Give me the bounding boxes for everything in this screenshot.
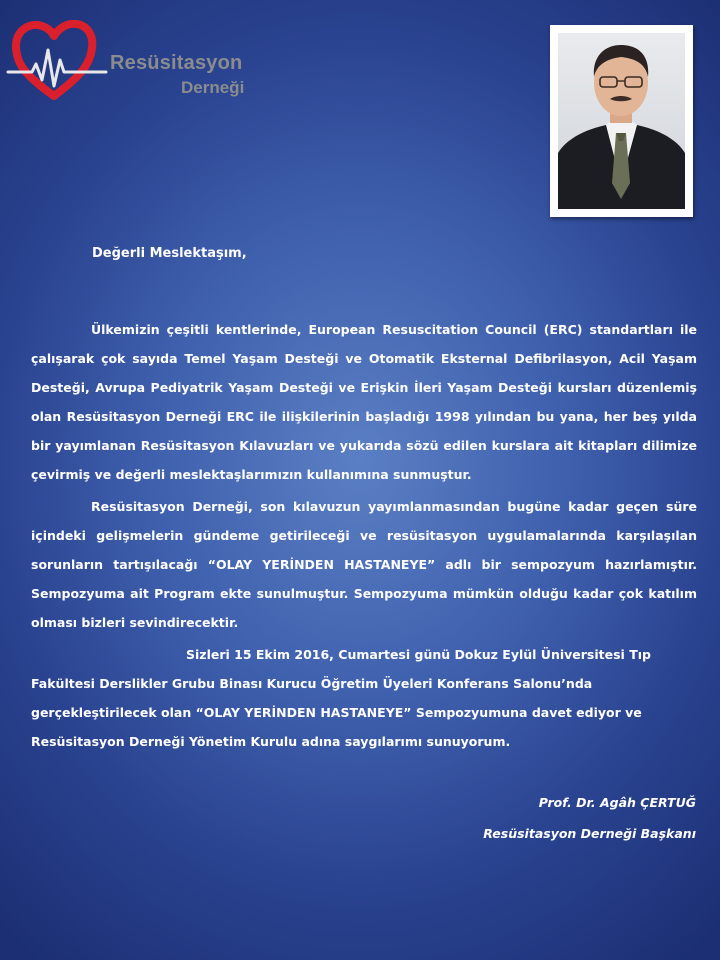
signature-title: Resüsitasyon Derneği Başkanı bbox=[483, 826, 696, 841]
paragraph-3-text: Sizleri 15 Ekim 2016, Cumartesi günü Dokuz Eylül Üniversitesi Tıp Fakültesi Derslikler Grubu Binası Kurucu Öğretim Üyeleri Konferans Salonu’nda gerçekleştirilecek olan “OLAY YERİNDEN HASTANEYE” Sempozyumuna davet ediyor ve Resüsitasyon Derneği Yönetim Kurulu adına saygılarımı sunuyorum. bbox=[31, 647, 651, 749]
paragraph-1: Ülkemizin çeşitli kentlerinde, European Resuscitation Council (ERC) standartları ile çalışarak çok sayıda Temel Yaşam Desteği ve Otomatik Eksternal Defibrilasyon, Acil Yaşam Desteği, Avrupa Pediyatrik Yaşam Desteği ve Erişkin İleri Yaşam Desteği kursları düzenlemiş olan Resüsitasyon Derneği ERC ile ilişkilerinin başladığı 1998 yılından bu yana, her beş yılda bir yayımlanan Resüsitasyon Kılavuzları ve yukarıda sözü edilen kurslara ait kitapları dilimize çevirmiş ve değerli meslektaşlarımızın kullanımına sunmuştur. bbox=[31, 322, 697, 482]
portrait-frame bbox=[550, 25, 693, 217]
signature-name: Prof. Dr. Agâh ÇERTUĞ bbox=[538, 795, 696, 810]
paragraph-3 bbox=[31, 640, 691, 756]
heart-ecg-icon bbox=[6, 20, 116, 102]
logo-line2: Derneği bbox=[181, 78, 245, 97]
logo-line1: Resüsitasyon bbox=[110, 52, 243, 74]
portrait-photo bbox=[558, 33, 685, 209]
resusitasyon-dernegi-logo bbox=[6, 20, 256, 102]
paragraph-2: Resüsitasyon Derneği, son kılavuzun yayımlanmasından bugüne kadar geçen süre içindeki gelişmelerin gündeme getirileceği ve resüsitasyon uygulamalarında karşılaşılan sorunların tartışılacağı “OLAY YERİNDEN HASTANEYE” adlı bir sempozyum hazırlamıştır. Sempozyuma ait Program ekte sunulmuştur. Sempozyuma mümkün olduğu kadar çok katılım olması bizleri sevindirecektir. bbox=[31, 499, 697, 630]
salutation: Değerli Meslektaşım, bbox=[92, 246, 247, 261]
